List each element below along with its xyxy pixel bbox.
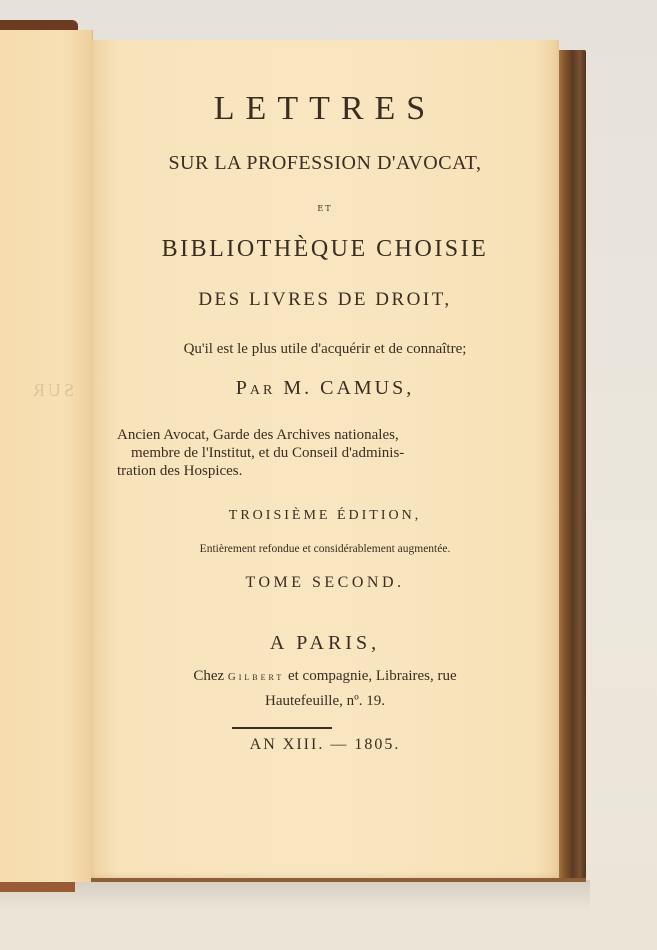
publisher-rest: et compagnie, Libraires, rue bbox=[287, 668, 457, 684]
leather-spine-edge bbox=[556, 50, 586, 880]
publisher-prefix: Chez bbox=[193, 668, 225, 684]
conjunction: ET bbox=[317, 204, 333, 213]
title-secondary: BIBLIOTHÈQUE CHOISIE bbox=[161, 236, 489, 262]
show-through-text: SUR bbox=[30, 380, 75, 400]
edition-note: Entièrement refondue et considérablement augmentée. bbox=[199, 543, 451, 555]
place: A PARIS, bbox=[269, 632, 381, 654]
description: Qu'il est le plus utile d'acquérir et de connaître; bbox=[183, 341, 467, 357]
publisher-name: Gilbert bbox=[227, 671, 285, 683]
credentials-line-2: membre de l'Institut, et du Conseil d'adminis- bbox=[131, 445, 405, 461]
subtitle: SUR LA PROFESSION D'AVOCAT, bbox=[168, 152, 482, 174]
address: Hautefeuille, nº. 19. bbox=[264, 693, 386, 709]
date: AN XIII. — 1805. bbox=[249, 736, 401, 753]
author-credentials bbox=[117, 426, 477, 480]
page-bottom-edge bbox=[91, 878, 586, 882]
left-page bbox=[0, 30, 93, 882]
credentials-line-3: tration des Hospices. bbox=[117, 463, 243, 479]
leather-cover-bottom bbox=[0, 882, 75, 892]
title-secondary-cont: DES LIVRES DE DROIT, bbox=[198, 289, 452, 310]
volume: TOME SECOND. bbox=[245, 574, 405, 591]
author-name: M. CAMUS, bbox=[283, 377, 415, 399]
edition: TROISIÈME ÉDITION, bbox=[228, 508, 422, 523]
divider-rule bbox=[232, 727, 332, 729]
title: LETTRES bbox=[213, 90, 437, 127]
author-line bbox=[91, 377, 559, 400]
book-shadow bbox=[0, 880, 590, 910]
credentials-line-1: Ancien Avocat, Garde des Archives nationales, bbox=[117, 427, 399, 443]
author-prefix: Par bbox=[235, 377, 276, 399]
publisher-line bbox=[91, 668, 559, 685]
